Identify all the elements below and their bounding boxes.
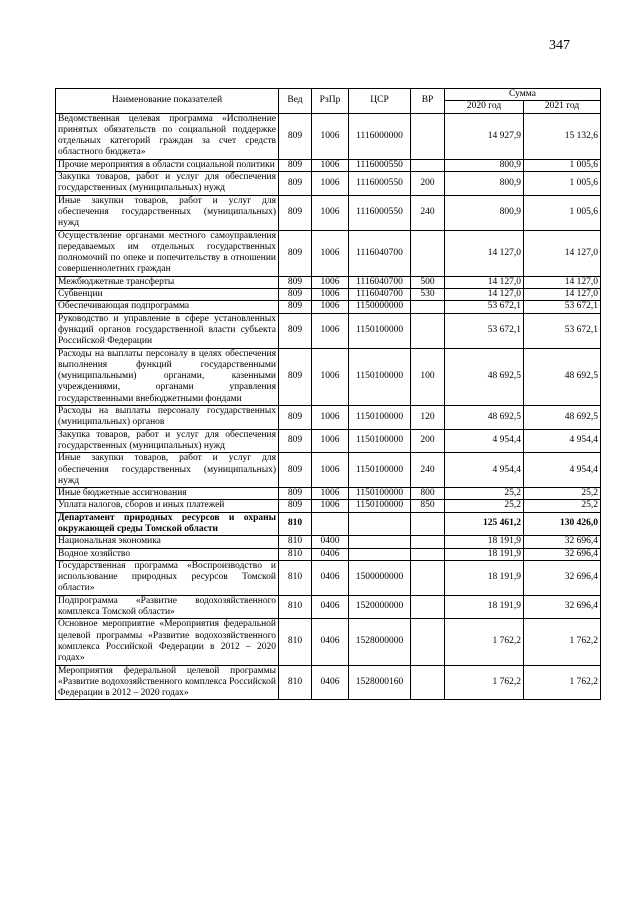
cell-y2021: 53 672,1	[524, 313, 601, 348]
cell-rzpr: 1006	[312, 500, 349, 512]
cell-ved: 809	[279, 195, 312, 230]
cell-rzpr: 0400	[312, 536, 349, 548]
cell-rzpr: 0406	[312, 548, 349, 560]
table-body	[56, 113, 601, 700]
cell-csr	[349, 512, 411, 536]
cell-y2020: 18 191,9	[445, 595, 524, 619]
cell-y2020: 53 672,1	[445, 301, 524, 313]
cell-rzpr: 1006	[312, 301, 349, 313]
cell-y2020: 4 954,4	[445, 453, 524, 488]
cell-vr	[411, 113, 445, 159]
table-row	[56, 453, 601, 488]
cell-y2021: 48 692,5	[524, 348, 601, 405]
cell-csr: 1528000000	[349, 619, 411, 665]
cell-vr: 240	[411, 195, 445, 230]
cell-y2021: 4 954,4	[524, 429, 601, 453]
table-row	[56, 289, 601, 301]
cell-csr: 1116000000	[349, 113, 411, 159]
cell-vr	[411, 536, 445, 548]
cell-ved: 809	[279, 488, 312, 500]
header-vr: ВР	[411, 89, 445, 114]
cell-vr	[411, 159, 445, 171]
cell-y2021: 1 762,2	[524, 619, 601, 665]
cell-vr: 200	[411, 172, 445, 196]
cell-csr: 1150100000	[349, 488, 411, 500]
cell-y2021: 14 127,0	[524, 230, 601, 276]
cell-ved: 809	[279, 313, 312, 348]
cell-y2020: 125 461,2	[445, 512, 524, 536]
cell-y2020: 18 191,9	[445, 560, 524, 595]
cell-vr: 530	[411, 289, 445, 301]
cell-vr: 500	[411, 276, 445, 288]
cell-y2020: 48 692,5	[445, 406, 524, 430]
cell-name: Субвенции	[56, 289, 279, 301]
cell-rzpr: 1006	[312, 276, 349, 288]
cell-name: Национальная экономика	[56, 536, 279, 548]
cell-name: Закупка товаров, работ и услуг для обеспечения государственных (муниципальных) нужд	[56, 429, 279, 453]
cell-csr: 1150100000	[349, 453, 411, 488]
cell-y2021: 48 692,5	[524, 406, 601, 430]
cell-vr	[411, 548, 445, 560]
cell-name: Обеспечивающая подпрограмма	[56, 301, 279, 313]
cell-y2020: 14 127,0	[445, 230, 524, 276]
cell-ved: 809	[279, 276, 312, 288]
cell-csr: 1116000550	[349, 172, 411, 196]
cell-vr	[411, 560, 445, 595]
header-sum: Сумма	[445, 89, 601, 101]
cell-vr	[411, 301, 445, 313]
header-2021: 2021 год	[524, 101, 601, 113]
cell-csr	[349, 548, 411, 560]
table-row	[56, 595, 601, 619]
cell-y2021: 1 005,6	[524, 172, 601, 196]
cell-y2020: 18 191,9	[445, 548, 524, 560]
cell-ved: 810	[279, 619, 312, 665]
cell-y2020: 14 927,9	[445, 113, 524, 159]
cell-ved: 810	[279, 548, 312, 560]
cell-y2020: 18 191,9	[445, 536, 524, 548]
cell-csr: 1150000000	[349, 301, 411, 313]
cell-rzpr: 1006	[312, 172, 349, 196]
cell-name: Закупка товаров, работ и услуг для обеспечения государственных (муниципальных) нужд	[56, 172, 279, 196]
cell-y2020: 1 762,2	[445, 665, 524, 700]
cell-y2021: 1 005,6	[524, 195, 601, 230]
header-rzpr: РзПр	[312, 89, 349, 114]
table-row	[56, 348, 601, 405]
cell-vr: 120	[411, 406, 445, 430]
cell-y2021: 32 696,4	[524, 560, 601, 595]
table-row	[56, 536, 601, 548]
table-row	[56, 500, 601, 512]
cell-ved: 810	[279, 512, 312, 536]
cell-csr: 1150100000	[349, 348, 411, 405]
cell-rzpr	[312, 512, 349, 536]
cell-name: Ведомственная целевая программа «Исполнение принятых обязательств по социальной поддержке отдельных категорий граждан за счет средств областного бюджета»	[56, 113, 279, 159]
cell-y2020: 14 127,0	[445, 276, 524, 288]
cell-name: Иные закупки товаров, работ и услуг для обеспечения государственных (муниципальных) нужд	[56, 453, 279, 488]
cell-ved: 809	[279, 113, 312, 159]
cell-rzpr: 0406	[312, 665, 349, 700]
cell-ved: 809	[279, 406, 312, 430]
table-row	[56, 560, 601, 595]
cell-rzpr: 1006	[312, 289, 349, 301]
cell-csr: 1150100000	[349, 313, 411, 348]
cell-name: Расходы на выплаты персоналу в целях обеспечения выполнения функций государственными (муниципальными) органами, казенными учреждениями, органами управления государственными внебюджетными фондами	[56, 348, 279, 405]
cell-y2020: 4 954,4	[445, 429, 524, 453]
cell-y2021: 25,2	[524, 500, 601, 512]
table-row	[56, 406, 601, 430]
cell-vr: 100	[411, 348, 445, 405]
cell-name: Государственная программа «Воспроизводство и использование природных ресурсов Томской области»	[56, 560, 279, 595]
cell-name: Иные бюджетные ассигнования	[56, 488, 279, 500]
cell-ved: 809	[279, 429, 312, 453]
table-row	[56, 195, 601, 230]
cell-y2021: 1 762,2	[524, 665, 601, 700]
cell-vr	[411, 313, 445, 348]
cell-ved: 810	[279, 560, 312, 595]
cell-vr	[411, 619, 445, 665]
cell-rzpr: 1006	[312, 195, 349, 230]
table-row	[56, 276, 601, 288]
cell-ved: 809	[279, 348, 312, 405]
cell-y2020: 48 692,5	[445, 348, 524, 405]
cell-name: Подпрограмма «Развитие водохозяйственного комплекса Томской области»	[56, 595, 279, 619]
table-row	[56, 488, 601, 500]
cell-ved: 810	[279, 595, 312, 619]
table-row	[56, 512, 601, 536]
cell-vr: 850	[411, 500, 445, 512]
cell-rzpr: 0406	[312, 595, 349, 619]
cell-y2021: 32 696,4	[524, 548, 601, 560]
cell-csr: 1116040700	[349, 230, 411, 276]
table-row	[56, 313, 601, 348]
table-row	[56, 159, 601, 171]
cell-rzpr: 1006	[312, 113, 349, 159]
cell-y2020: 25,2	[445, 500, 524, 512]
cell-csr: 1528000160	[349, 665, 411, 700]
cell-y2021: 14 127,0	[524, 276, 601, 288]
table-row	[56, 429, 601, 453]
cell-csr: 1116040700	[349, 289, 411, 301]
cell-y2021: 32 696,4	[524, 595, 601, 619]
cell-vr: 240	[411, 453, 445, 488]
cell-y2020: 53 672,1	[445, 313, 524, 348]
cell-y2020: 25,2	[445, 488, 524, 500]
cell-vr	[411, 595, 445, 619]
cell-csr: 1520000000	[349, 595, 411, 619]
cell-csr: 1116040700	[349, 276, 411, 288]
cell-rzpr: 1006	[312, 488, 349, 500]
cell-rzpr: 1006	[312, 313, 349, 348]
cell-name: Прочие мероприятия в области социальной политики	[56, 159, 279, 171]
cell-name: Осуществление органами местного самоуправления передаваемых им отдельных государственных полномочий по опеке и попечительству в отношении совершеннолетних граждан	[56, 230, 279, 276]
cell-csr: 1116000550	[349, 159, 411, 171]
cell-rzpr: 1006	[312, 453, 349, 488]
cell-name: Основное мероприятие «Мероприятия федеральной целевой программы «Развитие водохозяйственного комплекса Российской Федерации в 2012 – 2020 годах»	[56, 619, 279, 665]
cell-ved: 809	[279, 172, 312, 196]
budget-table	[55, 88, 601, 700]
cell-csr	[349, 536, 411, 548]
table-row	[56, 230, 601, 276]
cell-y2020: 800,9	[445, 195, 524, 230]
cell-name: Иные закупки товаров, работ и услуг для обеспечения государственных (муниципальных) нужд	[56, 195, 279, 230]
cell-y2021: 14 127,0	[524, 289, 601, 301]
cell-y2021: 130 426,0	[524, 512, 601, 536]
cell-vr: 800	[411, 488, 445, 500]
cell-ved: 809	[279, 453, 312, 488]
cell-y2021: 32 696,4	[524, 536, 601, 548]
cell-y2021: 1 005,6	[524, 159, 601, 171]
cell-y2020: 14 127,0	[445, 289, 524, 301]
cell-ved: 809	[279, 230, 312, 276]
table-row	[56, 113, 601, 159]
cell-y2021: 4 954,4	[524, 453, 601, 488]
cell-name: Департамент природных ресурсов и охраны окружающей среды Томской области	[56, 512, 279, 536]
cell-name: Межбюджетные трансферты	[56, 276, 279, 288]
cell-name: Мероприятия федеральной целевой программы «Развитие водохозяйственного комплекса Российской Федерации в 2012 – 2020 годах»	[56, 665, 279, 700]
cell-y2020: 800,9	[445, 172, 524, 196]
cell-csr: 1116000550	[349, 195, 411, 230]
cell-ved: 809	[279, 289, 312, 301]
cell-name: Водное хозяйство	[56, 548, 279, 560]
cell-ved: 809	[279, 301, 312, 313]
cell-csr: 1150100000	[349, 406, 411, 430]
header-name: Наименование показателей	[56, 89, 279, 114]
cell-ved: 810	[279, 665, 312, 700]
cell-y2021: 53 672,1	[524, 301, 601, 313]
cell-csr: 1150100000	[349, 429, 411, 453]
header-ved: Вед	[279, 89, 312, 114]
cell-vr	[411, 512, 445, 536]
cell-name: Уплата налогов, сборов и иных платежей	[56, 500, 279, 512]
cell-csr: 1150100000	[349, 500, 411, 512]
header-csr: ЦСР	[349, 89, 411, 114]
cell-ved: 809	[279, 500, 312, 512]
cell-name: Расходы на выплаты персоналу государственных (муниципальных) органов	[56, 406, 279, 430]
cell-rzpr: 1006	[312, 429, 349, 453]
cell-vr	[411, 665, 445, 700]
page-number: 347	[549, 38, 570, 53]
cell-rzpr: 1006	[312, 406, 349, 430]
cell-vr: 200	[411, 429, 445, 453]
table-row	[56, 172, 601, 196]
cell-ved: 810	[279, 536, 312, 548]
cell-y2020: 1 762,2	[445, 619, 524, 665]
cell-rzpr: 0406	[312, 560, 349, 595]
cell-y2020: 800,9	[445, 159, 524, 171]
cell-ved: 809	[279, 159, 312, 171]
table-row	[56, 619, 601, 665]
cell-y2021: 15 132,6	[524, 113, 601, 159]
cell-rzpr: 1006	[312, 230, 349, 276]
cell-rzpr: 1006	[312, 348, 349, 405]
cell-csr: 1500000000	[349, 560, 411, 595]
cell-vr	[411, 230, 445, 276]
cell-rzpr: 0406	[312, 619, 349, 665]
table-row	[56, 665, 601, 700]
cell-name: Руководство и управление в сфере установленных функций органов государственной власти субъекта Российской Федерации	[56, 313, 279, 348]
table-row	[56, 548, 601, 560]
cell-y2021: 25,2	[524, 488, 601, 500]
table-row	[56, 301, 601, 313]
cell-rzpr: 1006	[312, 159, 349, 171]
header-2020: 2020 год	[445, 101, 524, 113]
